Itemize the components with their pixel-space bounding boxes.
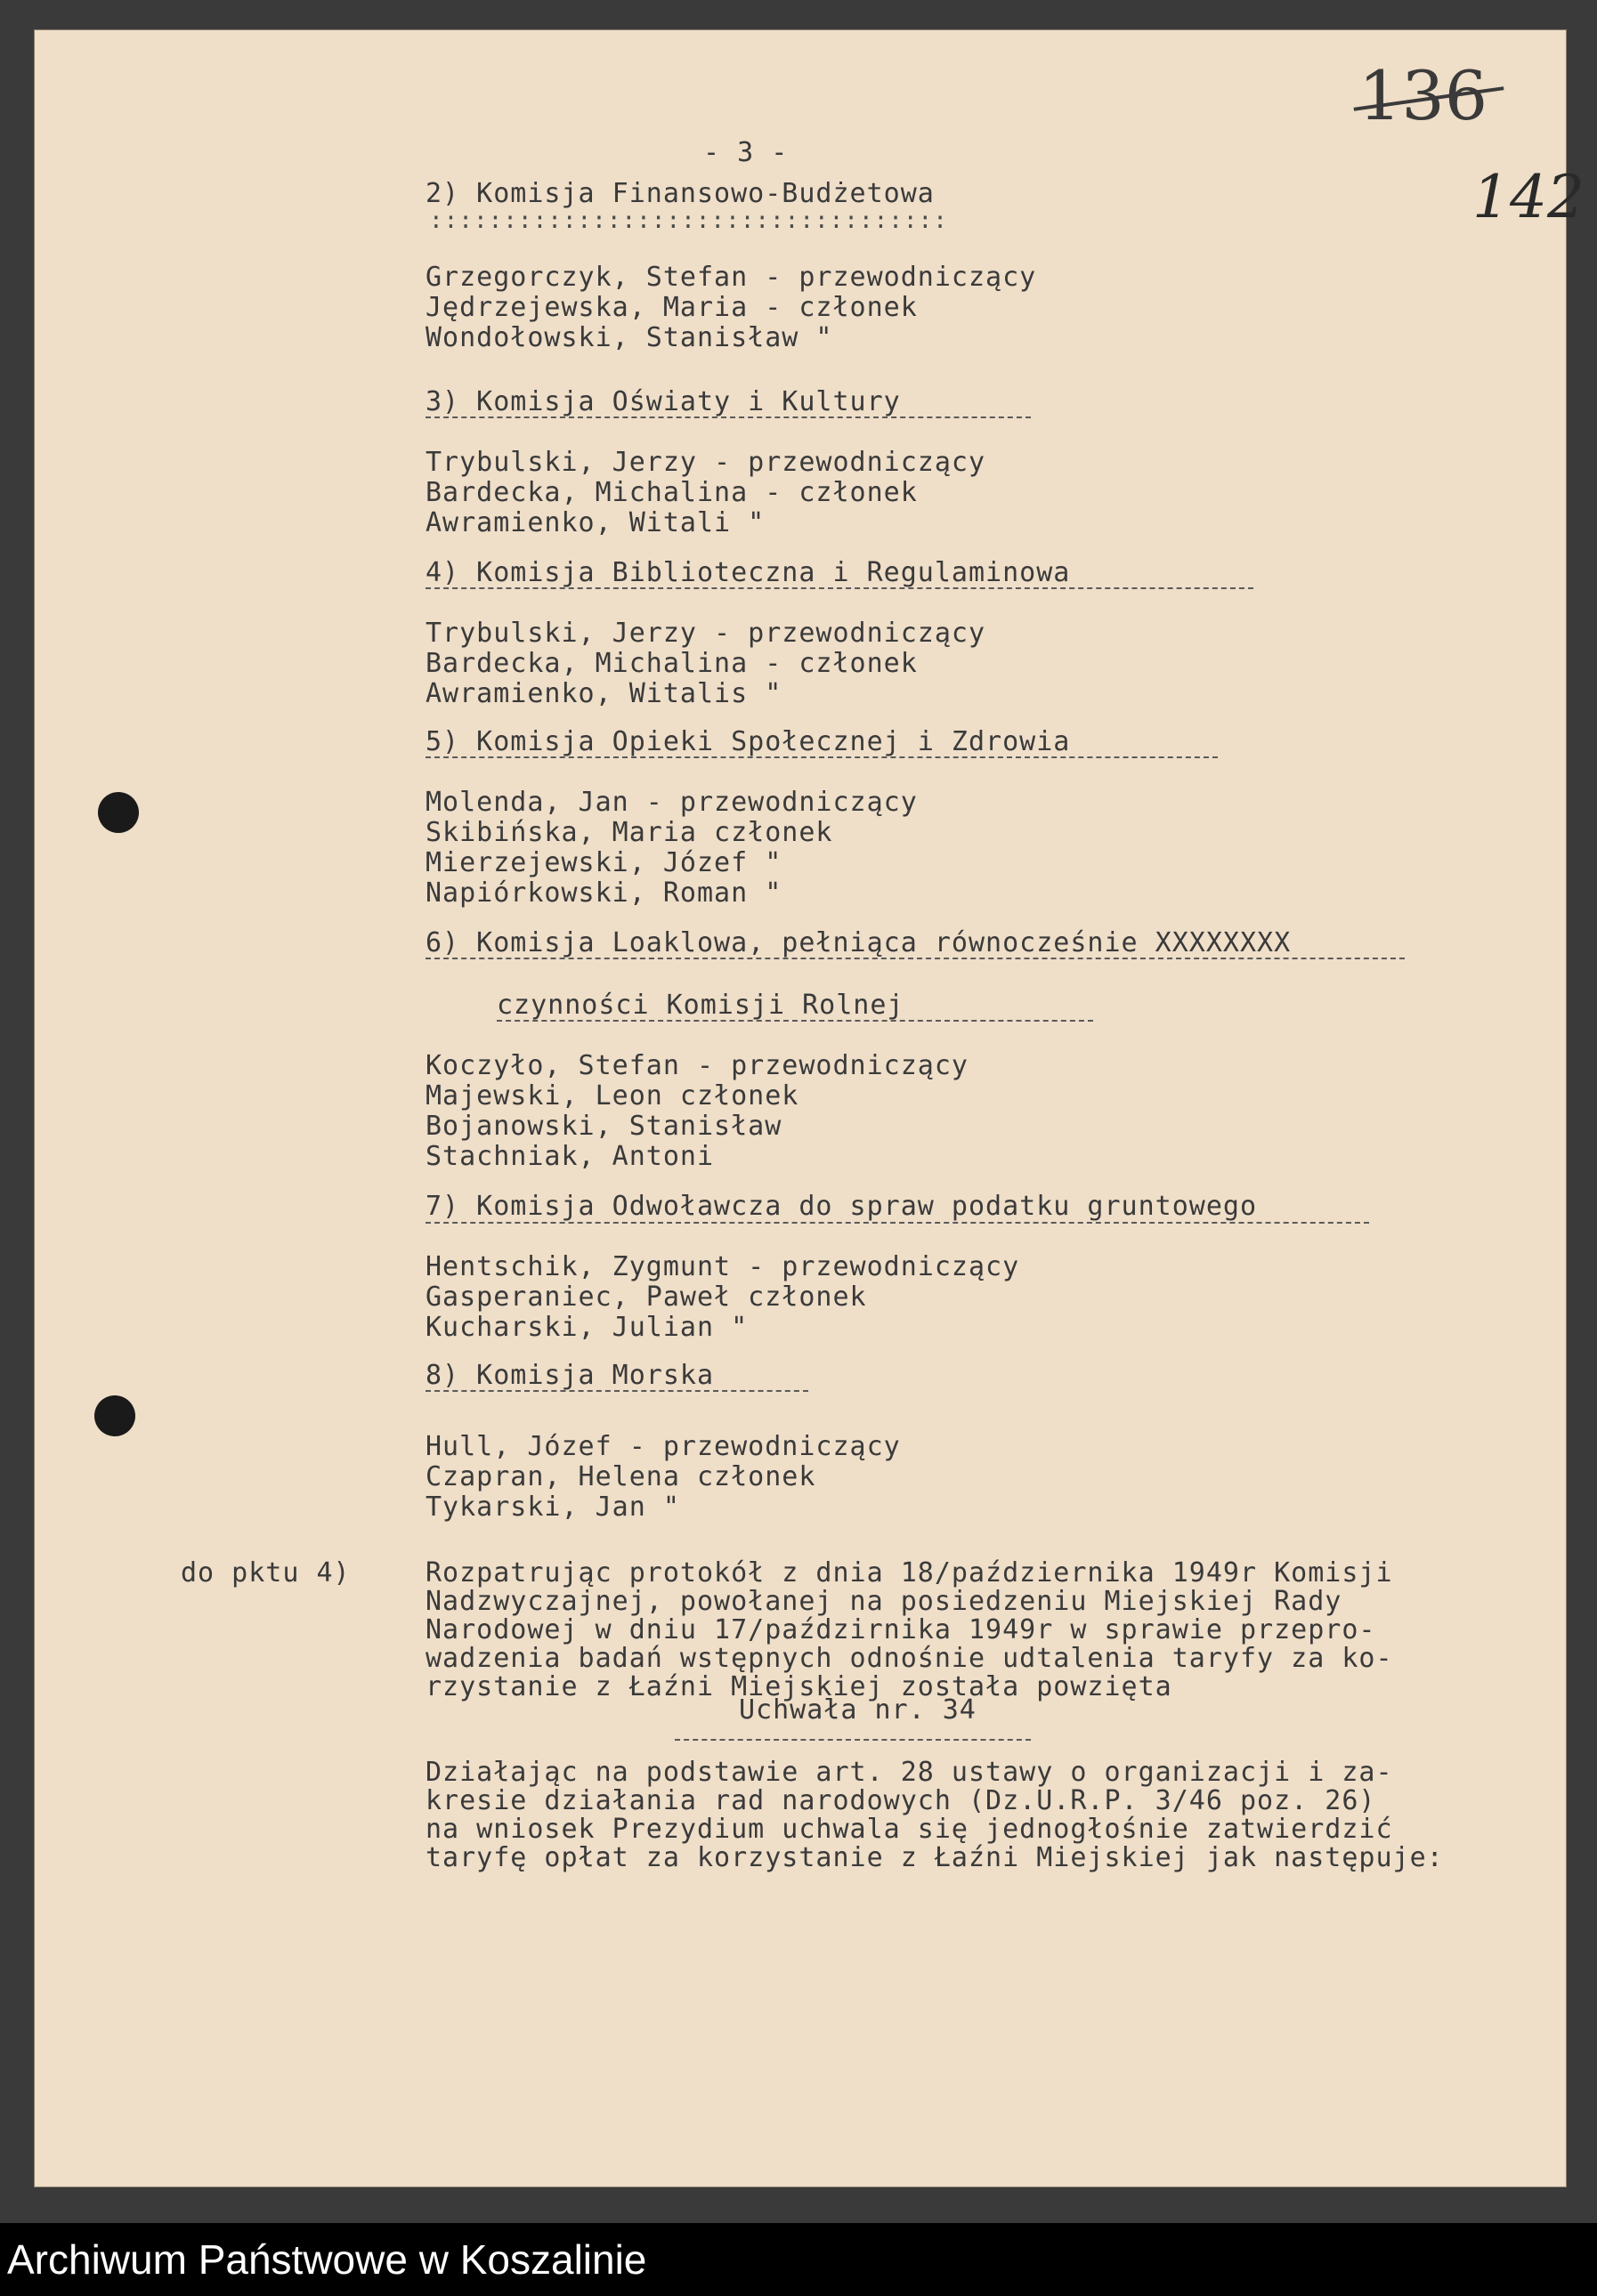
committee-member: Molenda, Jan - przewodniczący: [426, 787, 918, 818]
archive-number-current: 142: [1472, 163, 1585, 231]
committee-member: Tykarski, Jan ": [426, 1492, 680, 1523]
paragraph-line: Narodowej w dniu 17/paździrnika 1949r w sprawie przepro-: [426, 1614, 1376, 1645]
heading-underline: [426, 416, 1031, 418]
paragraph-line: taryfę opłat za korzystanie z Łaźni Miejskiej jak następuje:: [426, 1842, 1444, 1873]
committee-member: Wondołowski, Stanisław ": [426, 322, 833, 353]
committee-member: Bardecka, Michalina - członek: [426, 477, 918, 508]
committee-member: Bojanowski, Stanisław: [426, 1111, 782, 1142]
committee-member: Skibińska, Maria członek: [426, 817, 833, 848]
committee-member: Koczyło, Stefan - przewodniczący: [426, 1050, 969, 1081]
heading-underline: [497, 1020, 1093, 1022]
committee-member: Gasperaniec, Paweł członek: [426, 1281, 867, 1313]
committee-member: Awramienko, Witalis ": [426, 678, 782, 709]
paragraph-line: Działając na podstawie art. 28 ustawy o organizacji i za-: [426, 1757, 1393, 1788]
archive-number-struck: 136: [1358, 56, 1488, 135]
committee-member: Hentschik, Zygmunt - przewodniczący: [426, 1251, 1020, 1282]
paragraph-line: rzystanie z Łaźni Miejskiej została powzięta: [426, 1671, 1172, 1702]
resolution-title: Uchwała nr. 34: [739, 1694, 977, 1726]
committee-member: Czapran, Helena członek: [426, 1461, 816, 1492]
committee-member: Mierzejewski, Józef ": [426, 847, 782, 878]
committee-member: Kucharski, Julian ": [426, 1312, 749, 1343]
document-page: [34, 29, 1585, 2187]
committee-heading: 8) Komisja Morska: [426, 1360, 715, 1391]
committee-member: Bardecka, Michalina - członek: [426, 648, 918, 679]
committee-member: Stachniak, Antoni: [426, 1141, 715, 1172]
paragraph-line: na wniosek Prezydium uchwala się jednogłośnie zatwierdzić: [426, 1814, 1393, 1845]
committee-member: Awramienko, Witali ": [426, 507, 766, 538]
committee-member: Hull, Józef - przewodniczący: [426, 1431, 901, 1462]
committee-heading: 6) Komisja Loaklowa, pełniąca równocześnie XXXXXXXX: [426, 927, 1292, 958]
page-number: - 3 -: [703, 137, 789, 168]
committee-heading-continued: czynności Komisji Rolnej: [497, 990, 904, 1021]
archive-footer: Archiwum Państwowe w Koszalinie: [0, 2223, 1597, 2296]
paragraph-line: wadzenia badań wstępnych odnośnie udtalenia taryfy za ko-: [426, 1643, 1393, 1674]
committee-heading: 3) Komisja Oświaty i Kultury: [426, 386, 901, 417]
section-label: do pktu 4): [181, 1557, 351, 1589]
resolution-underline: [675, 1739, 1031, 1741]
committee-member: Jędrzejewska, Maria - członek: [426, 292, 918, 323]
paragraph-line: kresie działania rad narodowych (Dz.U.R.P. 3/46 poz. 26): [426, 1785, 1376, 1816]
committee-member: Trybulski, Jerzy - przewodniczący: [426, 618, 986, 649]
heading-underline: [426, 1390, 808, 1392]
paragraph-line: Nadzwyczajnej, powołanej na posiedzeniu Miejskiej Rady: [426, 1586, 1342, 1617]
punch-hole: [94, 1395, 135, 1436]
committee-heading: 4) Komisja Biblioteczna i Regulaminowa: [426, 557, 1071, 588]
paragraph-line: Rozpatrując protokół z dnia 18/października 1949r Komisji: [426, 1557, 1393, 1589]
committee-heading: 2) Komisja Finansowo-Budżetowa: [426, 178, 935, 209]
committee-heading: 5) Komisja Opieki Społecznej i Zdrowia: [426, 726, 1071, 757]
committee-member: Napiórkowski, Roman ": [426, 877, 782, 909]
committee-member: Trybulski, Jerzy - przewodniczący: [426, 447, 986, 478]
heading-underline: [426, 587, 1253, 589]
heading-underline: [426, 1222, 1369, 1224]
committee-member: Majewski, Leon członek: [426, 1080, 799, 1112]
heading-underline: [426, 958, 1405, 959]
punch-hole: [98, 792, 139, 833]
committee-heading: 7) Komisja Odwoławcza do spraw podatku gruntowego: [426, 1191, 1258, 1222]
heading-underline: :::::::::::::::::::::::::::::::::::: [429, 207, 948, 234]
committee-member: Grzegorczyk, Stefan - przewodniczący: [426, 262, 1037, 293]
heading-underline: [426, 756, 1218, 758]
